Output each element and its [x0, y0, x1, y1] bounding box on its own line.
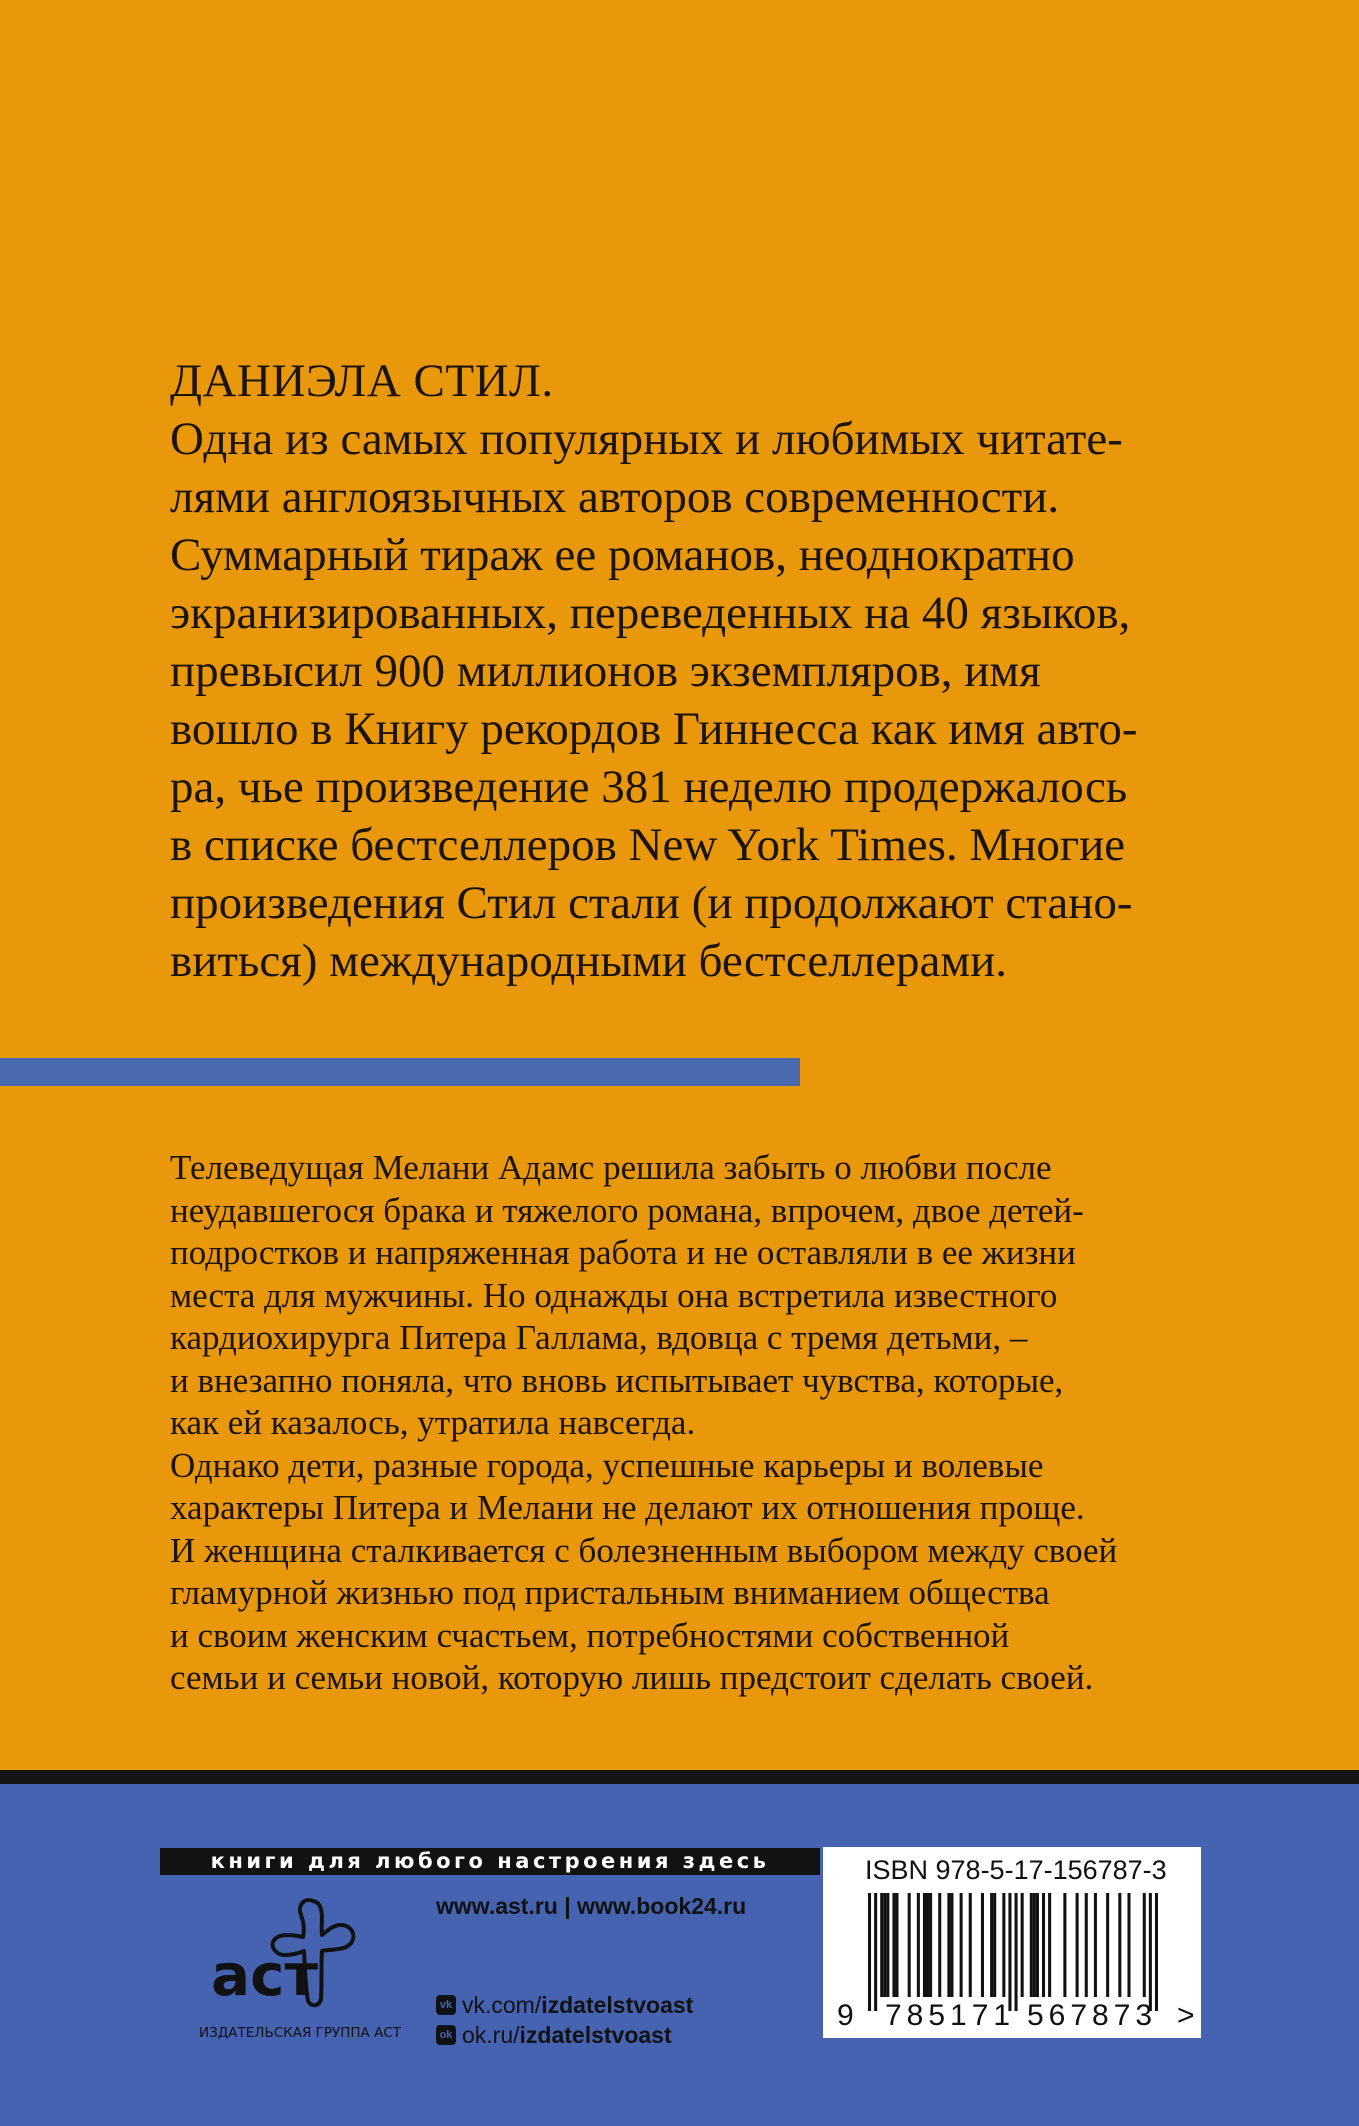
vk-icon: vk [436, 1995, 456, 2015]
barcode-bar [1036, 1893, 1039, 1997]
barcode-bar [947, 1893, 950, 1997]
barcode-digit-group: 9 [837, 1999, 854, 2032]
barcode-bar [950, 1893, 953, 1997]
slogan-banner: книги для любого настроения здесь [160, 1848, 820, 1875]
barcode-bars [868, 1893, 1158, 2011]
annotation-line: Телеведущая Мелани Адамс решила забыть о любви после [170, 1148, 1052, 1187]
annotation-line: неудавшегося брака и тяжелого романа, впрочем, двое детей- [170, 1190, 1084, 1230]
barcode-bar [895, 1893, 898, 1997]
barcode-bar [1002, 1893, 1005, 1997]
barcode-bar [1085, 1893, 1088, 1997]
barcode-bar [874, 1893, 877, 2011]
ast-logo [205, 1893, 375, 2013]
author-bio-line: виться) международными бестселлерами. [170, 935, 1008, 987]
barcode-bar [1048, 1893, 1051, 1997]
barcode-bar [880, 1893, 883, 1997]
annotation-line: гламурной жизнью под пристальным вниманием общества [170, 1573, 1050, 1612]
barcode-bar [929, 1893, 932, 1997]
barcode-bar [960, 1893, 963, 1997]
annotation-line: и внезапно поняла, что вновь испытывает чувства, которые, [170, 1360, 1064, 1400]
vk-link-handle: izdatelstvoast [541, 1991, 694, 2018]
annotation-line: подростков и напряженная работа и не оставляли в ее жизни [170, 1233, 1076, 1272]
vk-link-prefix: vk.com/ [462, 1991, 542, 2018]
barcode-digits [837, 1999, 1197, 2033]
barcode-bar [1030, 1893, 1033, 1997]
barcode-bar [917, 1893, 920, 1997]
barcode-bar [926, 1893, 929, 1997]
footer-divider [0, 1770, 1359, 1784]
author-bio [170, 352, 1200, 990]
barcode-bar [883, 1893, 886, 1997]
website-links[interactable]: www.ast.ru | www.book24.ru [436, 1893, 747, 1919]
barcode-bar [969, 1893, 972, 1997]
author-bio-line: Одна из самых популярных и любимых читате- [170, 413, 1123, 465]
vk-link[interactable] [436, 1990, 693, 2020]
author-bio-line: экранизированных, переведенных на 40 языков, [170, 587, 1131, 639]
author-bio-line: ра, чье произведение 381 неделю продержалось [170, 761, 1128, 813]
ok-link[interactable] [436, 2020, 693, 2050]
barcode-bar [993, 1893, 996, 1997]
book-annotation [170, 1147, 1200, 1700]
barcode-bar [1063, 1893, 1066, 1997]
barcode-bar [1015, 1893, 1018, 2011]
barcode-bar [1143, 1893, 1146, 1997]
barcode-bar [908, 1893, 911, 1997]
barcode-digit-group: > [1177, 1999, 1195, 2032]
barcode-digit-group: 567873 [1027, 1999, 1158, 2032]
barcode-bar [1118, 1893, 1121, 1997]
isbn-barcode [823, 1847, 1201, 2038]
annotation-line: И женщина сталкивается с болезненным выбором между своей [170, 1530, 1118, 1570]
publisher-name: ИЗДАТЕЛЬСКАЯ ГРУППА АСТ [199, 2025, 401, 2041]
isbn-label: ISBN 978-5-17-156787-3 [865, 1855, 1167, 1885]
ok-link-handle: izdatelstvoast [519, 2021, 672, 2048]
barcode-bar [1127, 1893, 1130, 1997]
author-name: ДАНИЭЛА СТИЛ. [170, 355, 554, 407]
annotation-line: и своим женским счастьем, потребностями собственной [170, 1615, 1010, 1655]
annotation-line: характеры Питера и Мелани не делают их отношения проще. [170, 1488, 1085, 1527]
logo-text: аст [211, 1941, 319, 2009]
ok-link-prefix: ok.ru/ [462, 2021, 520, 2048]
annotation-line: места для мужчины. Но однажды она встретила известного [170, 1275, 1058, 1315]
barcode-bar [923, 1893, 926, 1997]
author-bio-line: произведения Стил стали (и продолжают стано- [170, 877, 1133, 929]
author-bio-line: в списке бестселлеров New York Times. Многие [170, 819, 1126, 871]
annotation-line: как ей казалось, утратила навсегда. [170, 1403, 696, 1442]
barcode-bar [892, 1893, 895, 1997]
barcode-bar [1076, 1893, 1079, 1997]
annotation-line: семьи и семьи новой, которую лишь предстоит сделать своей. [170, 1658, 1094, 1697]
decorative-stripe [0, 1058, 800, 1086]
barcode-digit-group: 785171 [885, 1999, 1016, 2032]
author-bio-line: лями англоязычных авторов современности. [170, 471, 1060, 523]
barcode-bar [1008, 1893, 1011, 2011]
barcode-bar [1149, 1893, 1152, 2011]
social-links [436, 1990, 693, 2050]
author-bio-line: вошло в Книгу рекордов Гиннесса как имя авто- [170, 703, 1138, 755]
barcode-bar [981, 1893, 984, 1997]
barcode-bar [886, 1893, 889, 1997]
annotation-line: кардиохирурга Питера Галлама, вдовца с тремя детьми, – [170, 1318, 1028, 1357]
ok-icon: ok [436, 2025, 456, 2045]
barcode-bar [1042, 1893, 1045, 1997]
author-bio-line: превысил 900 миллионов экземпляров, имя [170, 645, 1041, 697]
barcode-bar [1033, 1893, 1036, 1997]
barcode-bar [1106, 1893, 1109, 1997]
barcode-bar [1094, 1893, 1097, 1997]
barcode-bar [1155, 1893, 1158, 2011]
barcode-bar [1021, 1893, 1024, 1997]
barcode-bar [868, 1893, 871, 2011]
barcode-bar [938, 1893, 941, 1997]
barcode-bar [990, 1893, 993, 1997]
author-bio-line: Суммарный тираж ее романов, неоднократно [170, 529, 1075, 581]
annotation-line: Однако дети, разные города, успешные карьеры и волевые [170, 1445, 1044, 1485]
